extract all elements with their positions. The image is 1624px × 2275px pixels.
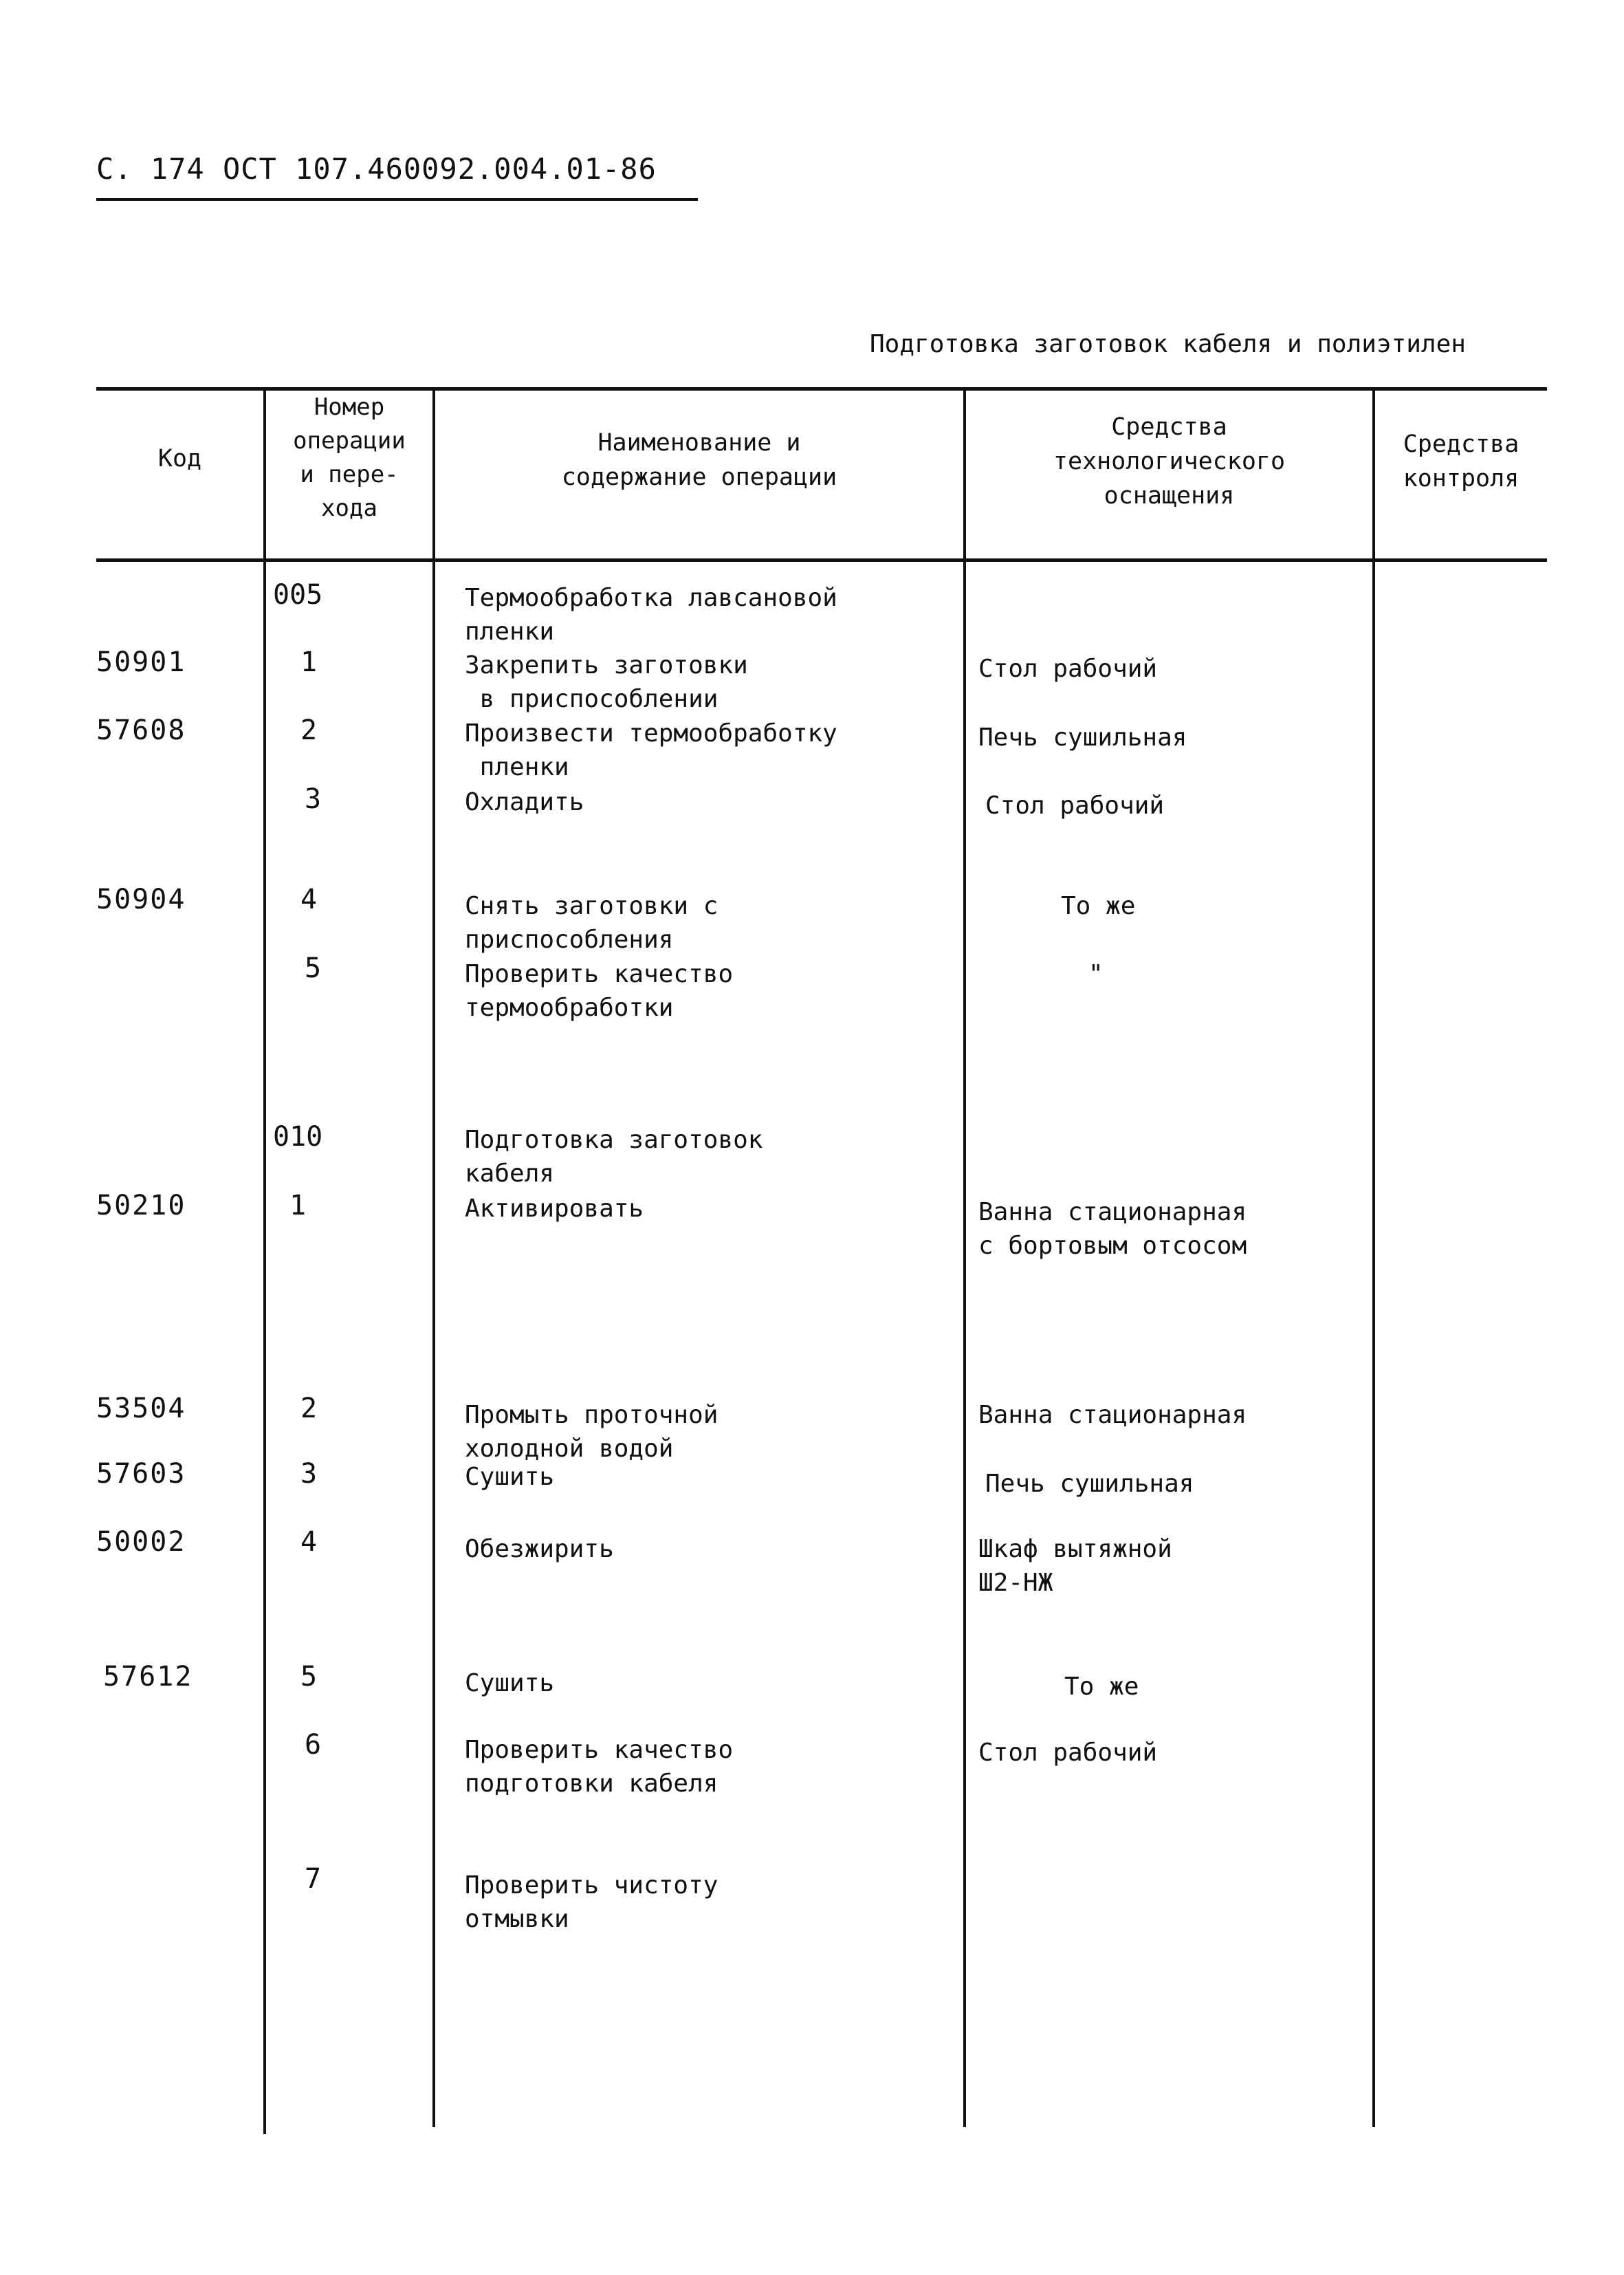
row-tool: Стол рабочий: [985, 792, 1165, 820]
row-tool: То же: [1064, 1673, 1139, 1701]
column-header-control: Средства контроля: [1403, 431, 1519, 492]
row-tool: То же: [1061, 892, 1136, 920]
row-number: 1: [289, 1190, 307, 1221]
row-code: 57608: [96, 715, 186, 746]
row-operation: Термообработка лавсановой пленки: [465, 584, 837, 646]
row-number: 3: [300, 1458, 318, 1490]
row-number: 2: [300, 1393, 318, 1424]
row-number: 7: [305, 1863, 322, 1895]
row-number: 5: [300, 1661, 318, 1692]
column-header-code: Код: [157, 445, 202, 472]
table-header-rule: [96, 558, 1547, 562]
row-code: 53504: [96, 1393, 186, 1424]
row-operation: Подготовка заготовок кабеля: [465, 1126, 763, 1188]
row-tool: Стол рабочий: [978, 1739, 1158, 1767]
column-divider-3: [963, 387, 966, 2127]
row-tool: Печь сушильная: [985, 1470, 1194, 1498]
row-operation: Проверить качество термообработки: [465, 960, 734, 1022]
row-number: 010: [273, 1121, 323, 1153]
column-divider-4: [1372, 387, 1375, 2127]
row-code: 50210: [96, 1190, 186, 1221]
row-tool: Шкаф вытяжной Ш2-НЖ: [978, 1535, 1172, 1597]
row-operation: Закрепить заготовки в приспособлении: [465, 651, 748, 713]
row-ditto-mark: ": [1088, 960, 1104, 988]
row-code: 57603: [96, 1458, 186, 1490]
row-number: 5: [305, 953, 322, 984]
row-tool: Ванна стационарная с бортовым отсосом: [978, 1198, 1247, 1260]
row-operation: Снять заготовки с приспособления: [465, 892, 718, 954]
column-divider-1: [263, 387, 266, 2134]
column-divider-2: [432, 387, 435, 2127]
row-number: 4: [300, 884, 318, 915]
row-operation: Проверить качество подготовки кабеля: [465, 1736, 734, 1798]
row-operation: Обезжирить: [465, 1535, 614, 1563]
row-number: 6: [305, 1729, 322, 1761]
row-code: 50901: [96, 646, 186, 678]
page-header: С. 174 ОСТ 107.460092.004.01-86: [96, 152, 657, 186]
column-header-number: Номер операции и пере- хода: [293, 393, 406, 522]
header-underline: [96, 198, 698, 201]
row-operation: Произвести термообработку пленки: [465, 719, 837, 781]
row-number: 005: [273, 579, 323, 611]
row-code: 50002: [96, 1526, 186, 1558]
column-header-name: Наименование и содержание операции: [561, 429, 837, 491]
row-tool: Ванна стационарная: [978, 1401, 1247, 1429]
row-number: 4: [300, 1526, 318, 1558]
row-tool: Стол рабочий: [978, 655, 1158, 683]
row-number: 2: [300, 715, 318, 746]
row-operation: Проверить чистоту отмывки: [465, 1871, 718, 1933]
row-operation: Активировать: [465, 1195, 644, 1223]
row-operation: Промыть проточной холодной водой: [465, 1401, 718, 1463]
column-header-tools: Средства технологического оснащения: [1053, 413, 1286, 510]
row-code: 50904: [96, 884, 186, 915]
row-code: 57612: [103, 1661, 193, 1692]
table-caption: Подготовка заготовок кабеля и полиэтилен: [870, 330, 1466, 358]
row-number: 3: [305, 783, 322, 815]
row-number: 1: [300, 646, 318, 678]
row-tool: Печь сушильная: [978, 723, 1187, 752]
row-operation: Сушить: [465, 1669, 555, 1697]
row-operation: Сушить: [465, 1463, 555, 1491]
row-operation: Охладить: [465, 788, 584, 816]
